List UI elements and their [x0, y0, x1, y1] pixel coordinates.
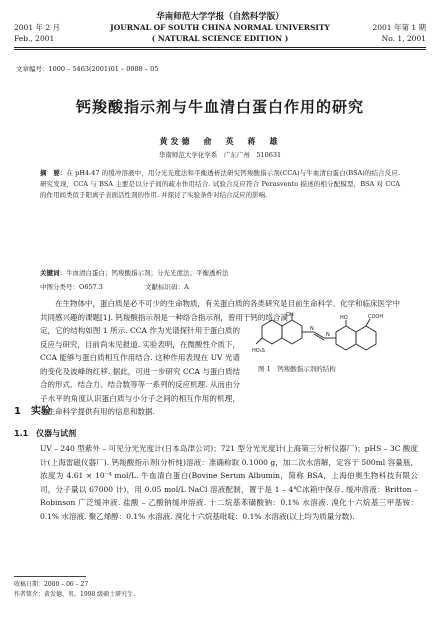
- journal-name: [110, 22, 330, 44]
- journal-name-en: JOURNAL OF SOUTH CHINA NORMAL UNIVERSITY: [110, 23, 330, 32]
- structure-figure: [252, 312, 422, 366]
- affiliation: 华南师范大学化学系 广东广州 510631: [158, 151, 282, 159]
- journal-date: [14, 22, 60, 44]
- header-rule-top: [14, 47, 426, 48]
- label-oh: OH: [286, 312, 294, 318]
- abstract-label: 摘 要：: [40, 169, 67, 177]
- journal-edition-en: ( NATURAL SCIENCE EDITION ): [151, 34, 289, 43]
- right-ring-b: [356, 326, 376, 350]
- left-ring-b: [262, 320, 282, 344]
- intro-paragraph-full: 在生物体中，蛋白质是必不可少的生命物质，有关蛋白质的各类研究是目前生命科学、化学和临床医学中共同感兴趣的课题[1]. 钙羧酸指示剂是一种络合指示剂，曾用于钙的络合滴: [40, 299, 400, 322]
- journal-date-cn: 2001 年 2 月: [14, 23, 61, 32]
- abstract-text: 在 pH4.47 的缓冲溶液中，用分光光度法和平衡透析法研究钙羧酸指示剂(CCA)与牛血清白蛋白(BSA)的结合反应. 研究发现，CCA 与 BSA 主要是以分子间的疏水作用结合. 试验合反应符合 Perasvento 描述的相分配模型，BSA 对 CCA 的作用间类似于阳离子表面活性剂的作用. 并探讨了实验条件对结合反应的影响.: [40, 169, 400, 199]
- right-ring-a: [336, 326, 356, 350]
- footnote: [14, 580, 135, 600]
- journal-date-en: Feb., 2001: [14, 34, 55, 43]
- document-code: 文献标识码：A: [145, 283, 189, 291]
- journal-issue: [372, 22, 426, 44]
- author-bio: 作者简介：黄发德，男，1998 级硕士研究生.: [14, 591, 136, 598]
- journal-top-title: 华南师范大学学报（自然科学版）: [156, 12, 284, 22]
- keywords: [40, 268, 400, 277]
- authors: 黄发德 俞 英 蒋 雄: [159, 136, 281, 146]
- article-number: 文章编号：1000 – 5463(2001)01 – 0088 – 05: [16, 65, 159, 73]
- label-cooh: COOH: [368, 314, 384, 320]
- paper-title: 钙羧酸指示剂与牛血清白蛋白作用的研究: [75, 98, 364, 116]
- label-so3h: HO₃S: [252, 348, 265, 354]
- intro-paragraph-column: 定，它的结构如图 1 所示. CCA 作为光谱探针用于蛋白质的反应与研究，目前尚未见报道. 实验表明，在微酸性介质下，CCA 能够与蛋白质相互作用结合. 这种作用表现在 UV 光谱的变化及波峰的红移. 据此，可进一步研究 CCA 与蛋白质结合的形式、结合力、结合数等等一系列的反应机理. 从而由分子水平的角度认识蛋白质与小分子之间的相互作用的机理，为生命科学提供有用的信息和数据.: [40, 326, 240, 416]
- journal-issue-en: No. 1, 2001: [381, 34, 426, 43]
- journal-issue-cn: 2001 年第 1 期: [372, 23, 426, 32]
- footnote-rule: [14, 576, 86, 577]
- keywords-label: 关键词：: [40, 269, 66, 277]
- label-ho: HO: [340, 315, 348, 321]
- abstract: [40, 168, 400, 201]
- section-text: UV – 240 型紫外 – 可见分光光度计(日本岛津公司)；721 型分光光度计(上海第三分析仪器厂)；pHS – 3C 酸度计(上海雷磁仪器厂). 钙羧酸指示剂(分析纯)溶液：准确称取 0.1000 g，加二次水溶解，定容于 500ml 容量瓶，浓度为 4.61 × 10⁻⁴ mol/L. 牛血清白蛋白(Bovine Serum Albumin，简称 BSA，上海伯奥生物科技有限公司，分子量以 67000 计)，用 0.05 mol/L NaCl 溶液配制，置于是 1 – 4℃冰箱中保存. 缓冲溶液：Britton – Robinson 广泛缓冲液. 盐酸 – 乙酸钠缓冲溶液. 十二烷基苯磺酸钠：0.1% 水溶液. 溴化十六烷基三甲基铵：0.1% 水溶液. 聚乙烯醇：0.1% 水溶液. 溴化十六烷基吡啶：0.1% 水溶液(以上均为质量分数).: [40, 444, 418, 521]
- left-ring-a: [282, 320, 302, 344]
- received-date: 收稿日期：2000 – 06 – 27: [14, 581, 89, 588]
- figure-caption: 图 1 钙羧酸指示剂的结构: [258, 365, 336, 373]
- classification: [40, 282, 400, 291]
- keywords-text: 牛血清白蛋白；钙羧酸指示剂；分光光度法；平衡透析法: [66, 269, 229, 277]
- section-heading: 1 实验: [14, 406, 51, 417]
- clc-number: 中图分类号：O657.3: [40, 283, 103, 291]
- label-n1: N: [310, 326, 314, 332]
- header-rule-bottom: [14, 49, 426, 50]
- label-n2: N: [326, 332, 330, 338]
- subsection-heading: 1.1 仪器与试剂: [14, 429, 77, 438]
